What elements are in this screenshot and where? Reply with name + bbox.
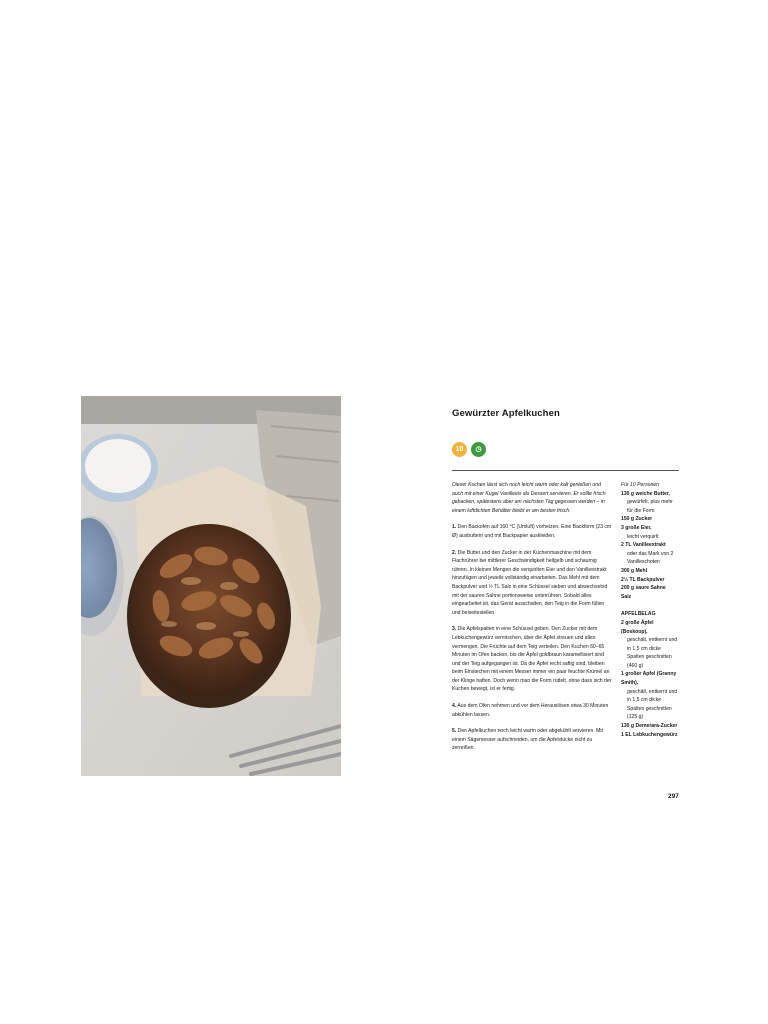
method-column	[452, 481, 612, 761]
ingredient: 200 g saure Sahne	[621, 585, 666, 592]
time-icon: ◷	[471, 442, 486, 457]
ingredient: 150 g Zucker	[621, 516, 653, 523]
ingredient: 2½ TL Backpulver	[621, 576, 665, 583]
page-number: 297	[668, 793, 679, 800]
ingredient: Salz	[621, 593, 632, 600]
step: 5. Den Apfelkuchen noch leicht warm oder abgekühlt servieren. Mit einem Sägemesser aufschneiden, um die Apfelstücke nicht zu zerreißen.	[452, 728, 603, 752]
step: 3. Die Apfelspalten in eine Schüssel geben. Den Zucker mit dem Lebkuchengewürz vermischen, über die Äpfel streuen und alles vermengen. Die Früchte auf dem Teig verteilen. Den Kuchen 60–65 Minuten im Ofen backen, bis die Äpfel goldbraun karamellisiert sind und der Teig aufgegangen ist. Da die Äpfel recht saftig sind, bleiben beim Einstechen mit einem Messer immer ein paar feuchte Krümel an der Klinge haften. Doch wenn man die Form rüttelt, ohne dass sich der Kuchen bewegt, ist er fertig.	[452, 626, 612, 693]
cake-photo	[81, 396, 341, 776]
divider	[452, 470, 679, 471]
recipe-intro: Dieser Kuchen lässt sich noch leicht warm oder kalt genießen und auch mit einer Kugel Vanilleeis als Dessert servieren. Er sollte frisch gebacken, spätestens aber am nächsten Tag gegessen werden – in einem luftdichten Behälter bleibt er am besten frisch.	[452, 482, 606, 514]
ingredient: 3 große Eier, leicht verquirlt	[621, 524, 659, 540]
ingredient: 130 g weiche Butter, gewürfelt, plus mehr für die Form	[621, 490, 673, 514]
ingredient: 300 g Mehl	[621, 567, 648, 574]
ingredient: 1 EL Lebkuchengewürz	[621, 731, 678, 738]
servings: Für 10 Personen	[621, 482, 659, 488]
recipe-title: Gewürzter Apfelkuchen	[452, 408, 560, 419]
step: 1. Den Backofen auf 160 °C (Umluft) vorheizen. Eine Backform (23 cm Ø) ausbuttern und mit Backpapier auskleiden.	[452, 524, 612, 539]
ingredient: 2 TL Vanilleextrakt oder das Mark von 2 Vanilleschoten	[621, 542, 674, 566]
ingredients-column	[621, 481, 679, 739]
topping-title: APFELBELAG	[621, 611, 656, 618]
serves-icon: 10	[452, 442, 467, 457]
ingredient: 130 g Demerara-Zucker	[621, 723, 678, 730]
step: 4. Aus dem Ofen nehmen und vor dem Herauslösen etwa 30 Minuten abkühlen lassen.	[452, 703, 609, 718]
ingredient: 1 großer Apfel (Granny Smith), geschält, entkernt und in 1,5 cm dicke Spalten geschnitten (125 g)	[621, 671, 678, 721]
step: 2. Die Butter und den Zucker in der Küchenmaschine mit dem Flachrührer bei mittlerer Geschwindigkeit hellgelb und schaumig rühren. In kleinen Mengen die verquirlten Eier und den Vanilleextrakt hinzufügen und jeweils vollständig einarbeiten. Das Mehl mit dem Backpulver und ½ TL Salz in eine Schüssel sieben und abwechselnd mit der sauren Sahne portionsweise unterrühren. Sobald alles eingearbeitet ist, das Gerät ausschalten, den Teig in die Form füllen und beiseitestellen.	[452, 549, 608, 616]
ingredient: 2 große Äpfel (Boskoop), geschält, entkernt und in 1,5 cm dicke Spalten geschnitten (460 g)	[621, 619, 678, 669]
